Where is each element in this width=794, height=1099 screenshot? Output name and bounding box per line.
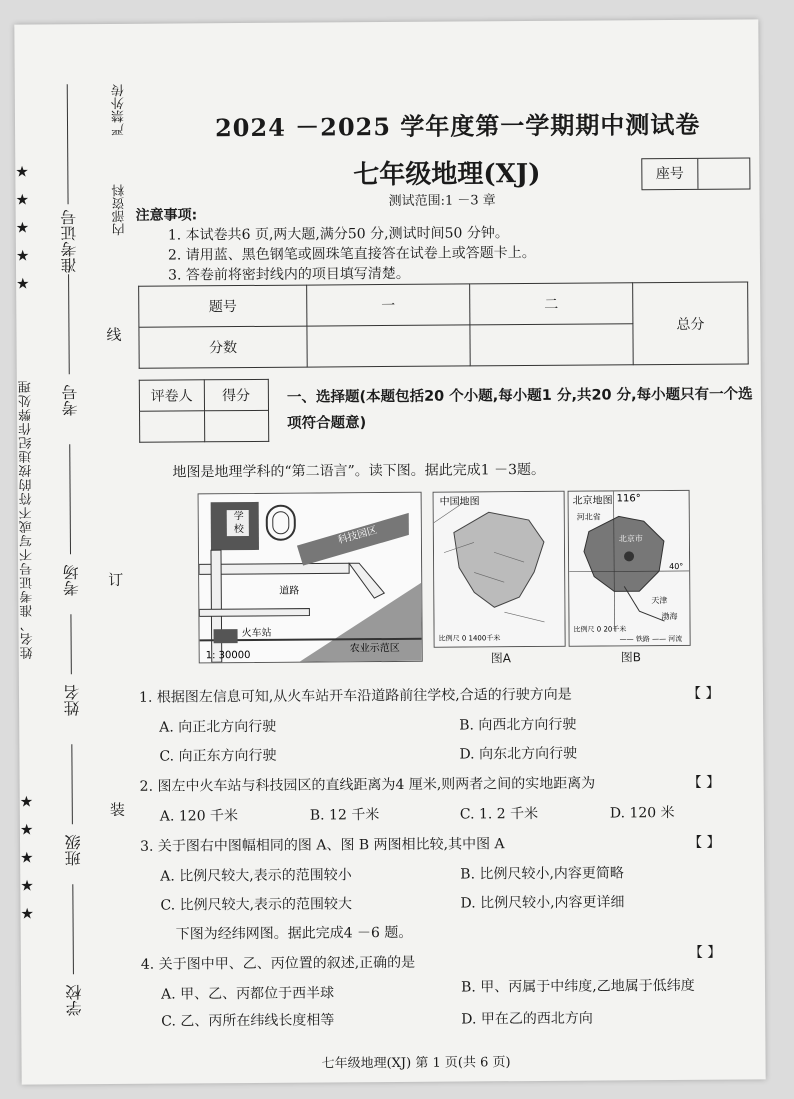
score-label: 得分 bbox=[204, 379, 269, 410]
star-icon: ★ bbox=[20, 876, 34, 895]
notice-item: 3. 答卷前将密封线内的项目填写清楚。 bbox=[168, 265, 410, 284]
map-b-legend: —— 铁路 —— 河流 bbox=[619, 634, 683, 644]
section-desc: (本题包括20 个小题,每小题1 分,共20 分,每小题只有一个选项符合题意) bbox=[287, 386, 753, 432]
notice-item: 2. 请用蓝、黑色钢笔或圆珠笔直接答在试卷上或答题卡上。 bbox=[167, 244, 536, 264]
map-a-label: 图A bbox=[490, 651, 512, 666]
field-exam-id: 准考证号 bbox=[59, 209, 80, 274]
question-intro: 地图是地理学科的“第二语言”。读下图。据此完成1 －3题。 bbox=[172, 461, 546, 481]
field-line bbox=[71, 744, 74, 824]
label-school-1: 学 bbox=[233, 511, 244, 523]
option[interactable]: C. 乙、丙所在纬线长度相等 bbox=[161, 1012, 335, 1030]
seal-char-line: 线 bbox=[106, 325, 122, 344]
map-a-scale: 比例尺 0 1400千米 bbox=[438, 634, 501, 643]
exam-page bbox=[14, 19, 765, 1084]
exam-subtitle: 七年级地理(XJ) bbox=[353, 158, 541, 191]
notice-item: 1. 本试卷共6 页,两大题,满分50 分,测试时间50 分钟。 bbox=[167, 225, 509, 244]
exam-title: 2024 －2025 学年度第一学期期中测试卷 bbox=[214, 109, 701, 143]
question-4-stem: 4. 关于图中甲、乙、丙位置的叙述,正确的是 bbox=[140, 954, 416, 973]
option[interactable]: D. 120 米 bbox=[609, 805, 675, 822]
star-icon: ★ bbox=[19, 792, 34, 811]
option[interactable]: B. 12 千米 bbox=[309, 807, 380, 824]
label-farm: 农业示范区 bbox=[349, 642, 400, 655]
score-cell[interactable] bbox=[307, 325, 470, 367]
option[interactable]: D. 比例尺较小,内容更详细 bbox=[460, 894, 625, 912]
star-icon: ★ bbox=[15, 246, 30, 265]
map-b-scale: 比例尺 0 20千米 bbox=[573, 625, 627, 634]
field-exam-number: 考号 bbox=[60, 384, 81, 417]
option[interactable]: D. 甲在乙的西北方向 bbox=[461, 1010, 593, 1028]
score-header-cell: 题号 bbox=[139, 285, 307, 327]
option[interactable]: B. 甲、丙属于中纬度,乙地属于低纬度 bbox=[460, 977, 695, 996]
field-name: 姓名 bbox=[62, 684, 83, 717]
star-icon: ★ bbox=[19, 820, 34, 839]
notice-heading: 注意事项: bbox=[135, 207, 198, 224]
map-b-tianjin: 天津 bbox=[651, 596, 668, 606]
map-b-bohai: 渤海 bbox=[661, 611, 678, 622]
star-icon: ★ bbox=[16, 274, 30, 293]
star-icon: ★ bbox=[15, 190, 30, 209]
star-column-top bbox=[15, 162, 30, 293]
field-line bbox=[68, 274, 71, 374]
map-b-lat: 40° bbox=[669, 561, 684, 572]
label-road: 道路 bbox=[279, 585, 300, 597]
map-b-hebei: 河北省 bbox=[576, 512, 601, 522]
score-header-cell: 总分 bbox=[633, 282, 749, 365]
star-icon: ★ bbox=[15, 218, 30, 237]
label-scale: 1: 30000 bbox=[205, 649, 251, 662]
option[interactable]: C. 1. 2 千米 bbox=[459, 805, 539, 823]
star-icon: ★ bbox=[15, 162, 29, 181]
seal-char-bind: 订 bbox=[108, 570, 124, 589]
china-map bbox=[433, 491, 566, 648]
score-header-cell: 一 bbox=[307, 284, 470, 326]
star-column-bottom bbox=[20, 794, 34, 921]
star-icon: ★ bbox=[20, 904, 35, 923]
station-block bbox=[214, 629, 238, 643]
beijing-map bbox=[568, 490, 691, 647]
reviewer-label: 评卷人 bbox=[139, 380, 204, 411]
label-school-2: 校 bbox=[233, 524, 244, 536]
map-b-label: 图B bbox=[620, 650, 642, 665]
question-2-stem: 2. 图左中火车站与科技园区的直线距离为4 厘米,则两者之间的实地距离为 bbox=[139, 775, 596, 795]
field-line bbox=[70, 614, 72, 674]
map-b-lon: 116° bbox=[616, 493, 641, 505]
question-1-stem: 1. 根据图左信息可知,从火车站开车沿道路前往学校,合适的行驶方向是 bbox=[138, 686, 572, 706]
score-cell[interactable] bbox=[470, 324, 633, 366]
notice-block bbox=[136, 203, 536, 286]
seat-label: 座号 bbox=[642, 159, 698, 189]
option[interactable]: A. 向正北方向行驶 bbox=[159, 718, 277, 736]
option[interactable]: A. 甲、乙、丙都位于西半球 bbox=[161, 985, 335, 1003]
map-b-title: 北京地图 bbox=[572, 495, 613, 507]
answer-bracket[interactable]: 【 】 bbox=[687, 834, 721, 851]
seat-number-box bbox=[641, 157, 750, 190]
label-park: 科技园区 bbox=[336, 525, 379, 547]
option[interactable]: C. 比例尺较大,表示的范围较大 bbox=[160, 896, 353, 914]
reviewer-cell[interactable] bbox=[140, 411, 205, 442]
road-vertical bbox=[211, 550, 222, 662]
field-class: 班级 bbox=[63, 834, 84, 867]
margin-warning: 姓名、准考证号不写或不符的按违纪作弊处理 bbox=[18, 379, 36, 660]
option[interactable]: A. 120 千米 bbox=[159, 808, 239, 825]
star-icon: ★ bbox=[20, 848, 34, 867]
field-school: 学校 bbox=[65, 984, 85, 1017]
road-lower bbox=[199, 609, 309, 617]
test-range: 测试范围:1 －3 章 bbox=[388, 193, 496, 210]
score-row-label: 分数 bbox=[139, 326, 307, 368]
section-title: 一、选择题 bbox=[286, 389, 360, 406]
grader-score-cell[interactable] bbox=[204, 410, 269, 441]
beijing-center bbox=[624, 551, 634, 561]
score-header-cell: 二 bbox=[470, 283, 633, 325]
answer-bracket[interactable]: 【 】 bbox=[687, 774, 721, 791]
field-line bbox=[69, 444, 72, 554]
option[interactable]: D. 向东北方向行驶 bbox=[459, 745, 578, 763]
field-line bbox=[67, 84, 70, 204]
question-intro-2: 下图为经纬网图。据此完成4 －6 题。 bbox=[175, 924, 413, 943]
option[interactable]: B. 比例尺较小,内容更简略 bbox=[460, 865, 624, 883]
score-table bbox=[138, 281, 749, 368]
internal-note: 内部资料 bbox=[112, 183, 128, 236]
seal-char-pack: 装 bbox=[109, 800, 125, 819]
map-b-beijing: 北京市 bbox=[618, 534, 643, 544]
answer-bracket[interactable]: 【 】 bbox=[688, 944, 722, 961]
section-heading bbox=[287, 381, 757, 436]
label-station: 火车站 bbox=[241, 627, 272, 640]
local-map bbox=[198, 492, 423, 664]
field-line bbox=[72, 884, 75, 974]
page-footer: 七年级地理(XJ) 第 1 页(共 6 页) bbox=[321, 1055, 511, 1072]
grader-table bbox=[139, 379, 269, 443]
option[interactable]: A. 比例尺较大,表示的范围较小 bbox=[160, 867, 352, 885]
map-a-title: 中国地图 bbox=[439, 496, 480, 508]
option[interactable]: C. 向正东方向行驶 bbox=[159, 747, 277, 765]
field-exam-room: 考场 bbox=[62, 564, 82, 597]
question-3-stem: 3. 关于图右中图幅相同的图 A、图 B 两图相比较,其中图 A bbox=[139, 836, 505, 855]
option[interactable]: B. 向西北方向行驶 bbox=[459, 716, 577, 734]
confidential-note: 严禁外传 bbox=[111, 83, 128, 136]
answer-bracket[interactable]: 【 】 bbox=[686, 685, 720, 702]
